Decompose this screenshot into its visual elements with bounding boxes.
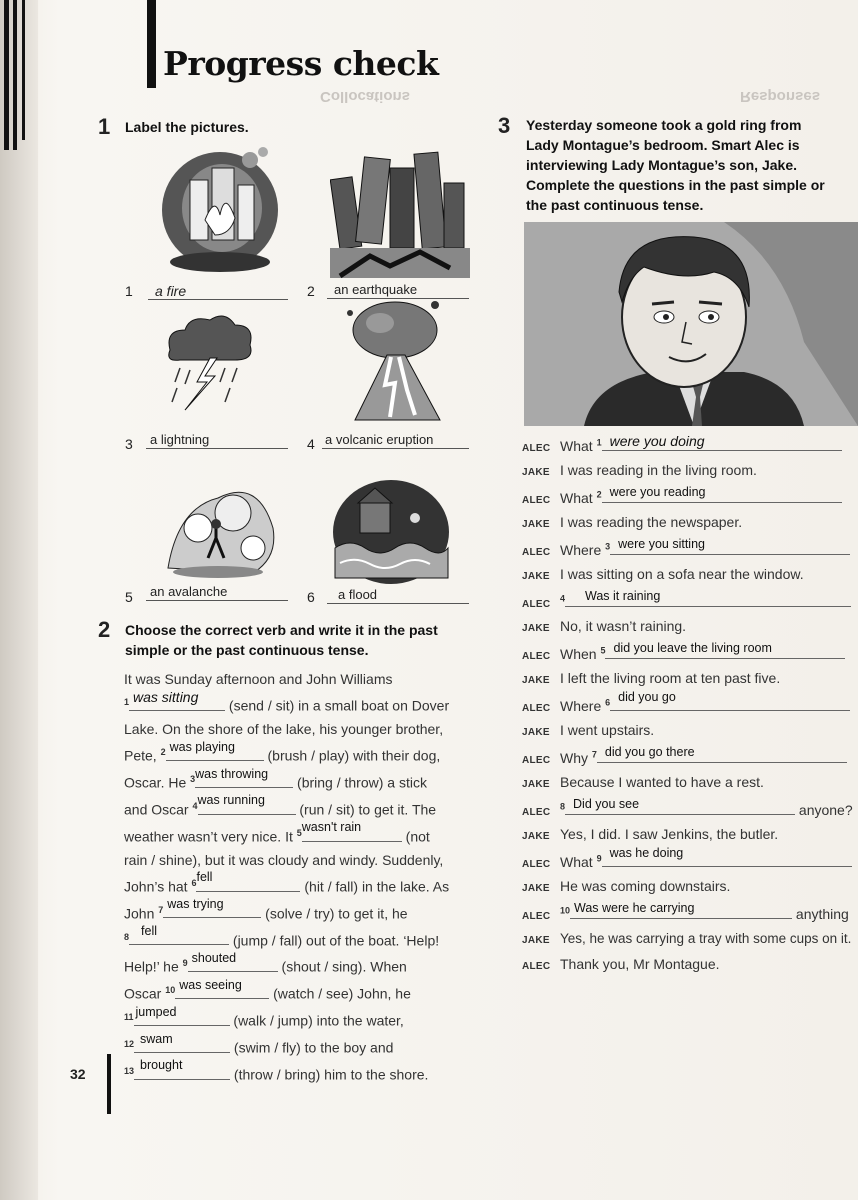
dialogue-line: JAKE I was reading the newspaper. bbox=[522, 514, 743, 530]
answer-field[interactable]: Was were he carrying bbox=[570, 904, 792, 919]
story-line: rain / shine), but it was cloudy and windy. Suddenly, bbox=[124, 851, 444, 868]
answer-field[interactable]: an avalanche bbox=[146, 584, 288, 601]
title-tab-bar bbox=[147, 0, 156, 88]
dialogue-line: ALEC$^4$ Was it raining bbox=[522, 592, 851, 612]
page-number-bar bbox=[107, 1054, 111, 1114]
heading-line: Yesterday someone took a gold ring from bbox=[526, 117, 802, 133]
dialogue-line: ALEC Why $^7$ did you go there bbox=[522, 748, 847, 768]
earthquake-icon bbox=[330, 148, 470, 280]
avalanche-icon bbox=[158, 468, 280, 580]
story-line: John $^7$ was trying (solve / try) to get it, he bbox=[124, 897, 408, 922]
dialogue-line: ALEC Where $^6$ did you go bbox=[522, 696, 850, 716]
answer-field[interactable]: did you go there bbox=[597, 748, 847, 763]
dialogue-line: ALEC When $^5$ did you leave the living room bbox=[522, 644, 845, 664]
dialogue-line: JAKE I was reading in the living room. bbox=[522, 462, 757, 478]
exercise-2-number: 2 bbox=[98, 617, 111, 642]
answer-field[interactable]: Did you see bbox=[565, 800, 795, 815]
answer-field[interactable]: swam bbox=[134, 1037, 230, 1053]
answer-field[interactable]: jumped bbox=[134, 1010, 230, 1026]
answer-field[interactable]: a volcanic eruption bbox=[322, 432, 469, 449]
label-number: 5 bbox=[125, 589, 133, 605]
story-line: Oscar $^{10}$ was seeing (watch / see) John, he bbox=[124, 977, 411, 1002]
dialogue-line: JAKE I was sitting on a sofa near the window. bbox=[522, 566, 804, 582]
exercise-2-heading bbox=[125, 620, 438, 660]
binding-bar bbox=[4, 0, 9, 150]
answer-field[interactable]: was he doing bbox=[602, 852, 852, 867]
dialogue-line: ALEC$^8$ Did you see anyone? bbox=[522, 797, 853, 818]
story-line: $^1$ was sitting (send / sit) in a small boat on Dover bbox=[124, 688, 450, 714]
label-number: 3 bbox=[125, 436, 133, 452]
dialogue-line: ALEC Thank you, Mr Montague. bbox=[522, 956, 720, 972]
answer-field[interactable]: was seeing bbox=[175, 983, 269, 999]
answer-field[interactable]: were you sitting bbox=[610, 540, 850, 555]
dialogue-line: ALEC Where $^3$ were you sitting bbox=[522, 540, 850, 560]
exercise-3-number: 3 bbox=[498, 113, 511, 138]
story-line: Lake. On the shore of the lake, his younger brother, bbox=[124, 721, 444, 738]
flood-icon bbox=[330, 478, 452, 586]
answer-field[interactable]: were you doing bbox=[602, 436, 842, 451]
heading-line: Choose the correct verb and write it in the past bbox=[125, 622, 438, 638]
heading-line: the past continuous tense. bbox=[526, 197, 704, 213]
answer-field[interactable]: wasn't rain bbox=[302, 826, 402, 842]
exercise-1-number: 1 bbox=[98, 114, 111, 139]
answer-field[interactable]: did you leave the living room bbox=[605, 644, 845, 659]
heading-line: Lady Montague’s bedroom. Smart Alec is bbox=[526, 137, 800, 153]
label-number: 4 bbox=[307, 436, 315, 452]
story-line: Oscar. He $^3$ was throwing (bring / throw) a stick bbox=[124, 766, 427, 791]
answer-field[interactable]: Was it raining bbox=[565, 592, 851, 607]
dialogue-line: ALEC What $^9$ was he doing bbox=[522, 852, 852, 872]
dialogue-line: JAKE Yes, he was carrying a tray with some cups on it. bbox=[522, 931, 852, 946]
dialogue-line: JAKE Yes, I did. I saw Jenkins, the butler. bbox=[522, 826, 779, 842]
binding-bar bbox=[13, 0, 17, 150]
exercise-3-heading bbox=[526, 115, 825, 215]
dialogue-line: JAKE I left the living room at ten past five. bbox=[522, 670, 781, 686]
story-line: Pete, $^2$ was playing (brush / play) with their dog, bbox=[124, 739, 441, 764]
exercise-1-heading: Label the pictures. bbox=[125, 119, 249, 135]
lightning-icon bbox=[155, 310, 265, 420]
dialogue-line: JAKE Because I wanted to have a rest. bbox=[522, 774, 764, 790]
answer-field[interactable]: shouted bbox=[188, 956, 278, 972]
dialogue-line: JAKE I went upstairs. bbox=[522, 722, 655, 738]
answer-field[interactable]: was sitting bbox=[129, 695, 225, 711]
story-line: John’s hat $^6$ fell (hit / fall) in the lake. As bbox=[124, 870, 450, 895]
answer-field[interactable]: was throwing bbox=[195, 772, 293, 788]
dialogue-line: ALEC What $^1$ were you doing bbox=[522, 436, 842, 456]
answer-field[interactable]: a flood bbox=[327, 587, 469, 604]
heading-line: Complete the questions in the past simple or bbox=[526, 177, 825, 193]
binding-bar bbox=[22, 0, 25, 140]
answer-field[interactable]: was trying bbox=[163, 902, 261, 918]
fire-icon bbox=[160, 140, 282, 272]
story-line: It was Sunday afternoon and John Williams bbox=[124, 671, 393, 687]
answer-field[interactable]: fell bbox=[129, 929, 229, 945]
answer-field[interactable]: was playing bbox=[166, 745, 264, 761]
page-title: Progress check bbox=[163, 44, 439, 83]
story-line: $^{11}$ jumped (walk / jump) into the water, bbox=[124, 1004, 404, 1029]
story-line: and Oscar $^4$ was running (run / sit) to get it. The bbox=[124, 793, 437, 818]
story-line: $^{12}$ swam (swim / fly) to the boy and bbox=[124, 1031, 394, 1056]
story-line: Help!’ he $^9$ shouted (shout / sing). When bbox=[124, 950, 407, 976]
story-line: $^{13}$ brought (throw / bring) him to the shore. bbox=[124, 1058, 429, 1083]
bleed-through-text: Responses bbox=[740, 88, 821, 105]
dialogue-line: JAKE No, it wasn’t raining. bbox=[522, 618, 687, 634]
label-number: 1 bbox=[125, 283, 133, 299]
heading-line: simple or the past continuous tense. bbox=[125, 642, 369, 658]
dialogue-line: ALEC What $^2$ were you reading bbox=[522, 488, 842, 508]
answer-field[interactable]: an earthquake bbox=[327, 282, 469, 299]
answer-field[interactable]: fell bbox=[196, 876, 300, 892]
answer-field[interactable]: a fire bbox=[148, 283, 288, 300]
page-number: 32 bbox=[70, 1066, 86, 1082]
label-number: 2 bbox=[307, 283, 315, 299]
volcano-icon bbox=[335, 295, 455, 427]
answer-field[interactable]: a lightning bbox=[146, 432, 288, 449]
answer-field[interactable]: were you reading bbox=[602, 488, 842, 503]
page-binding bbox=[0, 0, 38, 1200]
jake-portrait-icon bbox=[524, 222, 858, 426]
answer-field[interactable]: was running bbox=[198, 799, 296, 815]
dialogue-line: JAKE He was coming downstairs. bbox=[522, 878, 731, 894]
story-paragraph bbox=[124, 668, 469, 1087]
heading-line: interviewing Lady Montague’s son, Jake. bbox=[526, 157, 797, 173]
label-number: 6 bbox=[307, 589, 315, 605]
story-line: $^8$ fell (jump / fall) out of the boat. ‘Help! bbox=[124, 924, 440, 949]
answer-field[interactable]: brought bbox=[134, 1064, 230, 1080]
bleed-through-text: Collocations bbox=[320, 88, 411, 105]
dialogue-line: ALEC$^{10}$ Was were he carrying anything bbox=[522, 901, 849, 922]
answer-field[interactable]: did you go bbox=[610, 696, 850, 711]
story-line: weather wasn’t very nice. It $^5$ wasn't rain (not bbox=[124, 820, 430, 845]
